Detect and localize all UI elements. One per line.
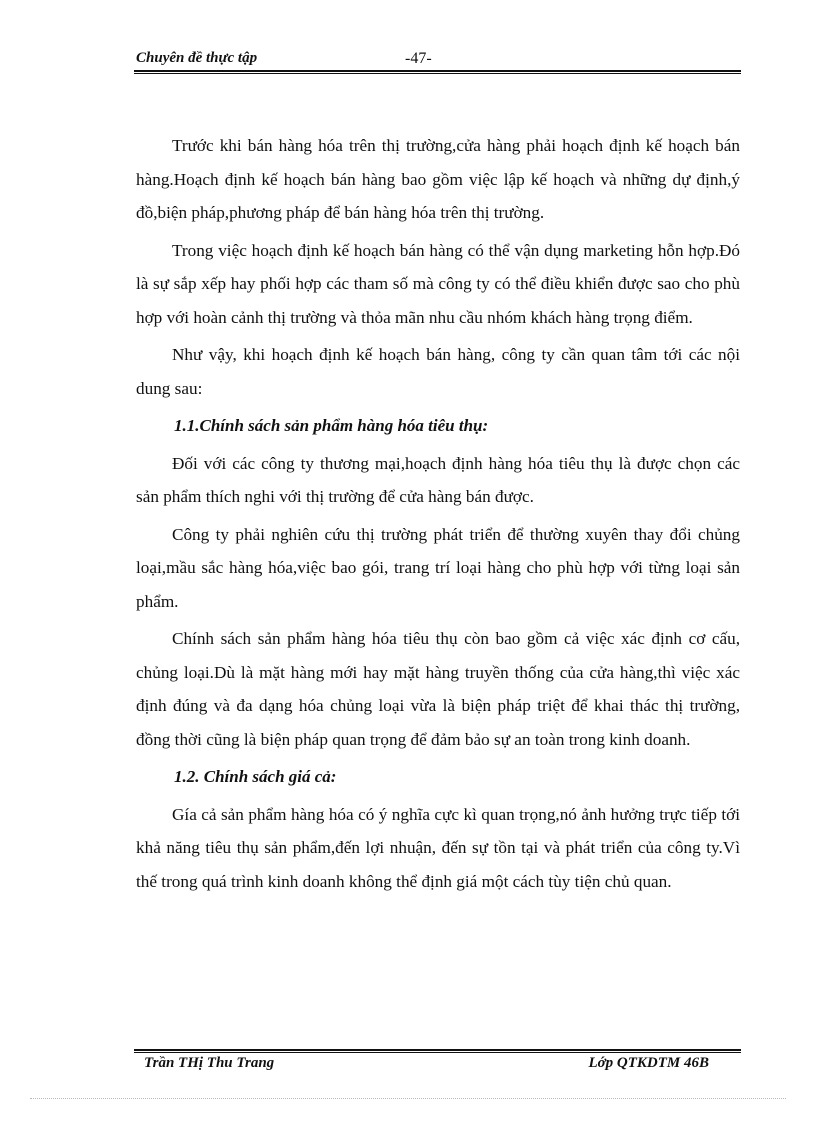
page-break-line [30,1098,786,1099]
header-rule [134,70,741,74]
paragraph: Như vậy, khi hoạch định kế hoạch bán hàng, công ty cần quan tâm tới các nội dung sau: [136,345,740,398]
footer-rule [134,1049,741,1053]
page-number: -47- [405,50,432,67]
page-body [136,129,740,902]
section-heading: 1.1.Chính sách sản phẩm hàng hóa tiêu thụ: [174,416,489,435]
page-footer [134,1055,741,1077]
section-heading: 1.2. Chính sách giá cả: [174,767,337,786]
footer-class: Lớp QTKDTM 46B [588,1055,709,1071]
footer-author: Trần THị Thu Trang [144,1055,275,1071]
page-header [134,48,741,70]
paragraph: Công ty phải nghiên cứu thị trường phát triển để thường xuyên thay đổi chủng loại,mầu sắc hàng hóa,việc bao gói, trang trí loại hàng cho phù hợp với từng loại sản phẩm. [136,524,740,611]
header-title: Chuyên đề thực tập [136,50,258,66]
paragraph: Gía cả sản phẩm hàng hóa có ý nghĩa cực kì quan trọng,nó ảnh hưởng trực tiếp tới khả năng tiêu thụ sản phẩm,đến lợi nhuận, đến sự tồn tại và phát triển của công ty.Vì thế trong quá trình kinh doanh không thể định giá một cách tùy tiện chủ quan. [136,804,740,891]
paragraph: Trước khi bán hàng hóa trên thị trường,cửa hàng phải hoạch định kế hoạch bán hàng.Hoạch định kế hoạch bán hàng bao gồm việc lập kế hoạch và những dự định,ý đồ,biện pháp,phương pháp để bán hàng hóa trên thị trường. [136,136,740,222]
paragraph: Chính sách sản phẩm hàng hóa tiêu thụ còn bao gồm cả việc xác định cơ cấu, chủng loại.Dù là mặt hàng mới hay mặt hàng truyền thống của cửa hàng,thì việc xác định đúng và đa dạng hóa chủng loại vừa là biện pháp triệt để khai thác thị trường, đồng thời cũng là biện pháp quan trọng để đảm bảo sự an toàn trong kinh doanh. [136,629,740,749]
paragraph: Trong việc hoạch định kế hoạch bán hàng có thể vận dụng marketing hỗn hợp.Đó là sự sắp xếp hay phối hợp các tham số mà công ty có thể điều khiển được sao cho phù hợp với hoàn cảnh thị trường và thỏa mãn nhu cầu nhóm khách hàng trọng điểm. [136,240,740,327]
paragraph: Đối với các công ty thương mại,hoạch định hàng hóa tiêu thụ là được chọn các sản phẩm thích nghi với thị trường để cửa hàng bán được. [136,453,740,506]
